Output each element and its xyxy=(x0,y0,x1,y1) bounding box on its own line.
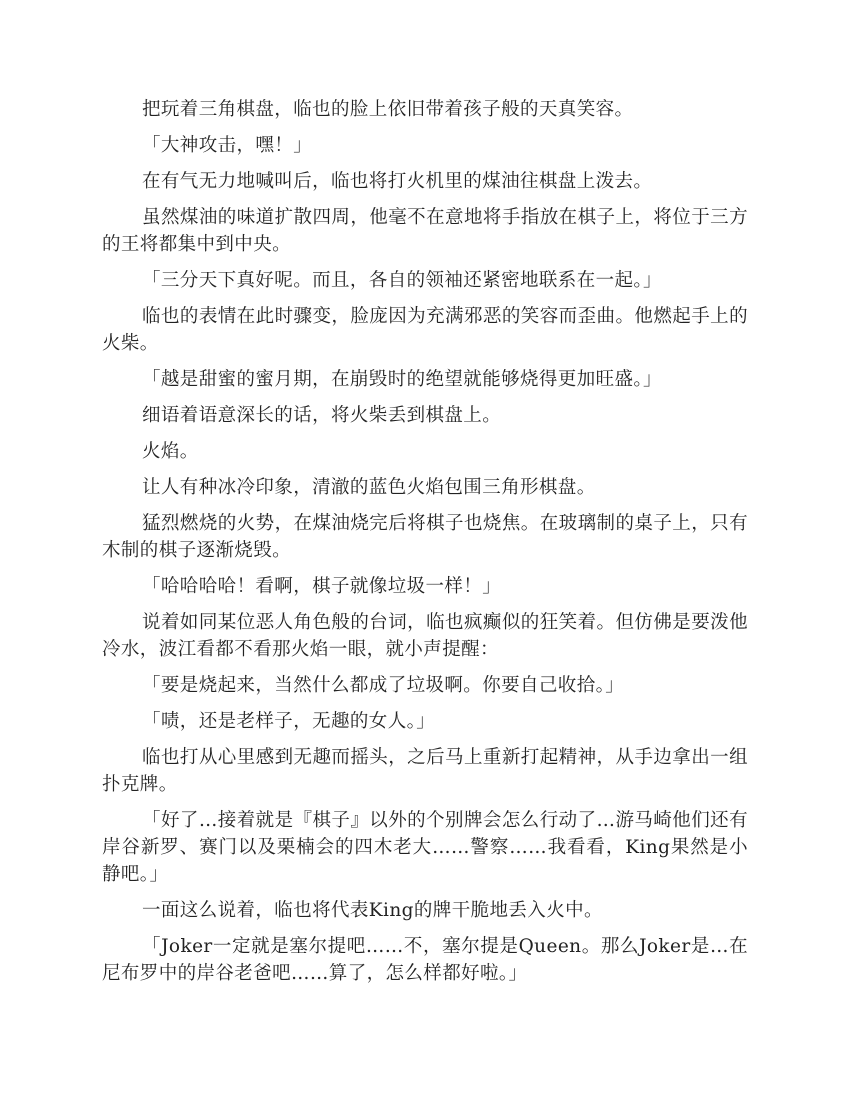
paragraph: 「好了…接着就是『棋子』以外的个别牌会怎么行动了…游马崎他们还有岸谷新罗、赛门以及栗楠会的四木老大……警察……我看看，King果然是小静吧。」 xyxy=(102,810,748,885)
paragraph: 猛烈燃烧的火势，在煤油烧完后将棋子也烧焦。在玻璃制的桌子上，只有木制的棋子逐渐烧毁。 xyxy=(102,513,748,561)
paragraph: 「大神攻击，嘿！」 xyxy=(142,135,313,156)
paragraph: 让人有种冰冷印象，清澈的蓝色火焰包围三角形棋盘。 xyxy=(142,477,596,498)
paragraph: 一面这么说着，临也将代表King的牌干脆地丢入火中。 xyxy=(142,900,603,921)
paragraph: 「啧，还是老样子，无趣的女人。」 xyxy=(142,711,436,732)
paragraph: 「要是烧起来，当然什么都成了垃圾啊。你要自己收拾。」 xyxy=(142,675,625,696)
paragraph: 虽然煤油的味道扩散四周，他毫不在意地将手指放在棋子上，将位于三方的王将都集中到中央。 xyxy=(102,207,748,255)
paragraph: 临也的表情在此时骤变，脸庞因为充满邪恶的笑容而歪曲。他燃起手上的火柴。 xyxy=(102,306,748,354)
paragraph: 「三分天下真好呢。而且，各自的领袖还紧密地联系在一起。」 xyxy=(142,270,662,291)
paragraph: 「Joker一定就是塞尔提吧……不，塞尔提是Queen。那么Joker是…在尼布罗中的岸谷老爸吧……算了，怎么样都好啦。」 xyxy=(102,936,748,984)
paragraph: 把玩着三角棋盘，临也的脸上依旧带着孩子般的天真笑容。 xyxy=(142,99,634,120)
paragraph: 临也打从心里感到无趣而摇头，之后马上重新打起精神，从手边拿出一组扑克牌。 xyxy=(102,747,748,795)
body-text xyxy=(102,96,748,996)
paragraph: 「哈哈哈哈！看啊，棋子就像垃圾一样！」 xyxy=(142,576,502,597)
paragraph: 细语着语意深长的话，将火柴丢到棋盘上。 xyxy=(142,405,502,426)
paragraph: 「越是甜蜜的蜜月期，在崩毁时的绝望就能够烧得更加旺盛。」 xyxy=(142,369,662,390)
paragraph: 说着如同某位恶人角色般的台词，临也疯癫似的狂笑着。但仿佛是要泼他冷水，波江看都不看那火焰一眼，就小声提醒： xyxy=(102,612,748,660)
paragraph: 火焰。 xyxy=(142,441,199,462)
paragraph: 在有气无力地喊叫后，临也将打火机里的煤油往棋盘上泼去。 xyxy=(142,171,653,192)
